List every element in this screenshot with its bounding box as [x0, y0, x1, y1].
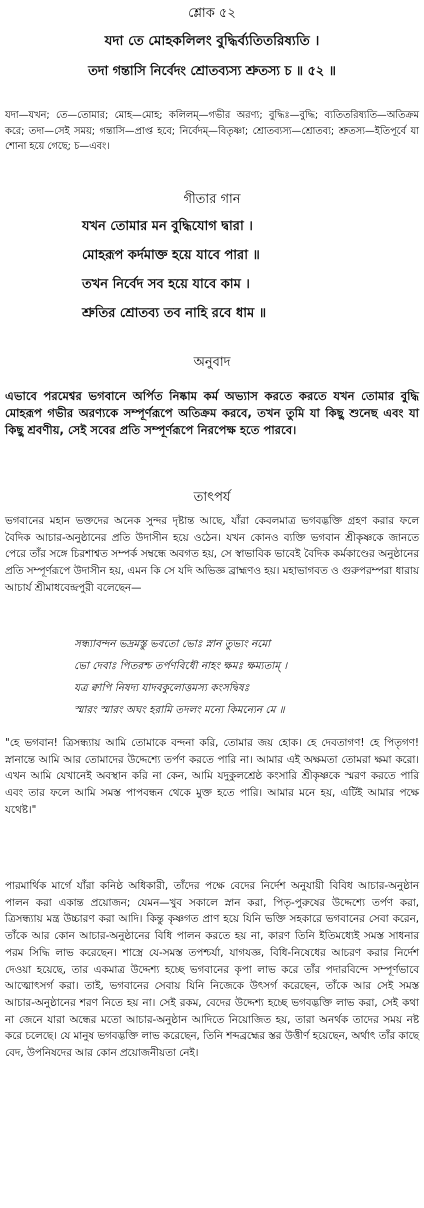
translation-text: এভাবে পরমেশ্বর ভগবানে অর্পিত নিষ্কাম কর্ম অভ্যাস করতে করতে যখন তোমার বুদ্ধি মোহরূপ গভীর অরণ্যকে সম্পূর্ণরূপে অতিক্রম করবে, তখন তুমি যা কিছু শুনেছ এবং যা কিছু শ্রবণীয়, সেই সবের প্রতি সম্পূর্ণরূপে নিরপেক্ষ হতে পারবে।: [5, 389, 419, 437]
sanskrit-quote-line-3: যত্র ক্বাপি নিষদ্য যাদবকুলোত্তমস্য কংসদ্বিষঃ: [74, 682, 250, 694]
verse-line-2: তদা গন্তাসি নির্বেদং শ্রোতব্যস্য শ্রুতস্য চ ॥ ৫২ ॥: [88, 64, 336, 79]
purport-paragraph-1: ভগবানের মহান ভক্তদের অনেক সুন্দর দৃষ্টান্ত আছে, যাঁরা কেবলমাত্র ভগবদ্ভক্তি গ্রহণ করার ফলে বৈদিক আচার-অনুষ্ঠানের প্রতি উদাসীন হয়ে ওঠেন। যখন কোনও ব্যক্তি ভগবান শ্রীকৃষ্ণকে জানতে পেরে তাঁর সঙ্গে চিরশাশ্বত সম্পর্ক সম্বন্ধে অবগত হয়, সে স্বাভাবিক ভাবেই বৈদিক কর্মকাণ্ডের অনুষ্ঠানের প্রতি সম্পূর্ণরূপে উদাসীন হয়, এমন কি সে যদি অভিজ্ঞ ব্রাহ্মণও হয়। মহাভাগবত ও গুরুপরম্পরা ধারায় আচার্য শ্রীমাধবেন্দ্রপুরী বলেছেন—: [5, 515, 419, 594]
translation-heading: অনুবাদ: [193, 355, 231, 370]
word-for-word-synonyms: যদা—যখন; তে—তোমার; মোহ—মোহ; কলিলম্—গভীর অরণ্য; বুদ্ধিঃ—বুদ্ধি; ব্যতিতরিষ্যতি—অতিক্রম করে; তদা—সেই সময়; গন্তাসি—প্রাপ্ত হবে; নির্বেদম্—বিতৃষ্ণা; শ্রোতব্যস্য—শ্রোতব্য; শ্রুতস্য—ইতিপূর্বে যা শোনা হয়ে গেছে; চ—এবং।: [5, 110, 419, 152]
purport-paragraph-3: পারমার্থিক মার্গে যাঁরা কনিষ্ঠ অধিকারী, তাঁদের পক্ষে বেদের নির্দেশ অনুযায়ী বিবিধ আচার-অনুষ্ঠান পালন করা একান্ত প্রয়োজন; যেমন—খুব সকালে স্নান করা, পিতৃ-পুরুষের উদ্দেশ্যে তর্পণ করা, ত্রিসন্ধ্যায় মন্ত্র উচ্চারণ করা আদি। কিন্তু কৃষ্ণগত প্রাণ হয়ে যিনি ভক্তি সহকারে ভগবানের সেবা করেন, তাঁকে আর কোন আচার-অনুষ্ঠানের বিধি পালন করতে হয় না, কারণ তিনি ইতিমধ্যেই সমস্ত সাধনার পরম সিদ্ধি লাভ করেছেন। শাস্ত্রে যে-সমস্ত তপশ্চর্যা, যাগযজ্ঞ, বিধি-নিষেধের আচরণ করার নির্দেশ দেওয়া হয়েছে, তার একমাত্র উদ্দেশ্য হচ্ছে ভগবানের কৃপা লাভ করে তাঁর পদারবিন্দে সম্পূর্ণভাবে আত্মোৎসর্গ করা। তাই, ভগবানের সেবায় যিনি নিজেকে উৎসর্গ করেছেন, তাঁকে আর সেই সমস্ত আচার-অনুষ্ঠানের শরণ নিতে হয় না। সেই রকম, বেদের উদ্দেশ্য হচ্ছে ভগবদ্ভক্তি লাভ করা, সেই কথা না জেনে যারা অন্ধের মতো আচার-অনুষ্ঠান আদিতে নিয়োজিত হয়, তারা অনর্থক তাদের সময় নষ্ট করে চলেছে। যে মানুষ ভগবদ্ভক্তি লাভ করেছেন, তিনি শব্দব্রহ্মের স্তর উত্তীর্ণ হয়েছেন, অর্থাৎ তাঁর কাছে বেদ, উপনিষদের আর কোন প্রয়োজনীয়তা নেই।: [5, 880, 419, 1060]
song-line-3: তখন নির্বেদ সব হয়ে যাবে কাম ।: [82, 277, 250, 292]
verse-line-1: যদা তে মোহকলিলং বুদ্ধির্ব্যতিতরিষ্যতি ।: [104, 33, 320, 49]
sanskrit-quote-line-4: স্মারং স্মারং অঘং হরামি তদলং মন্যে কিমন্যেন মে ॥: [74, 704, 285, 716]
song-line-4: শ্রুতির শ্রোতব্য তব নাহি রবে ধাম ॥: [82, 306, 267, 321]
sanskrit-quote-line-1: সন্ধ্যাবন্দন ভদ্রমস্তু ভবতো ভোঃ স্নান তুভ্যং নমো: [74, 638, 271, 650]
purport-paragraph-2: "হে ভগবান! ত্রিসন্ধ্যায় আমি তোমাকে বন্দনা করি, তোমার জয় হোক। হে দেবতাগণ! হে পিতৃগণ! স্নানান্তে আমি আর তোমাদের উদ্দেশ্যে তর্পণ করতে পারি না। আমার এই অক্ষমতা তোমরা ক্ষমা করো। এখন আমি যেখানেই অবস্থান করি না কেন, আমি যদুকুলশ্রেষ্ঠ কংসারি শ্রীকৃষ্ণকে স্মরণ করতে পারি এবং তার ফলে আমি সমস্ত পাপবন্ধন থেকে মুক্ত হতে পারি। আমার মনে হয়, এটিই আমার পক্ষে যথেষ্ট।": [5, 737, 419, 816]
sanskrit-quote-line-2: ভো দেবাঃ পিতরশ্চ তর্পণবিধৌ নাহং ক্ষমঃ ক্ষম্যতাম্ ।: [74, 660, 288, 672]
purport-heading: তাৎপর্য: [193, 490, 231, 505]
song-line-1: যখন তোমার মন বুদ্ধিযোগ দ্বারা ।: [82, 219, 253, 234]
song-heading: গীতার গান: [183, 192, 241, 207]
song-line-2: মোহরূপ কর্দমাক্ত হয়ে যাবে পারা ॥: [82, 248, 260, 263]
sloka-number: শ্লোক ৫২: [188, 6, 236, 21]
